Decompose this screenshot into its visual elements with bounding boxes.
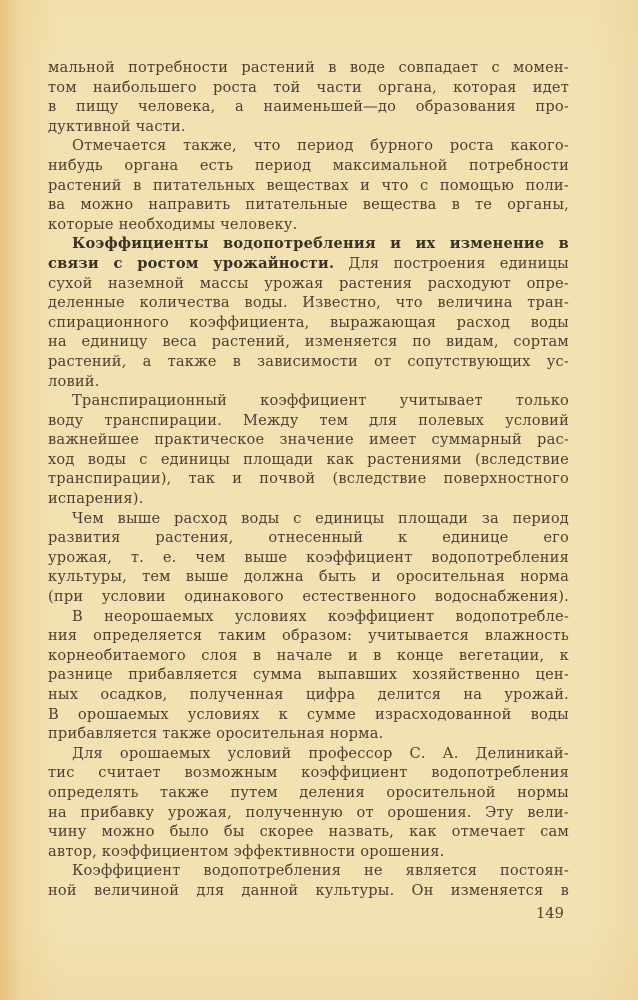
text-line: развития растения, отнесенный к единице его [48,529,569,547]
text-line: дуктивной части. [48,117,186,135]
section-heading-end: связи с ростом урожайности. [48,254,335,272]
paragraph [48,509,569,607]
text-line: (при условии одинакового естественного водоснабжения). [48,588,569,606]
text-line: растений, а также в зависимости от сопутствующих ус- [48,352,569,370]
paragraph [48,607,569,744]
paragraph [48,744,569,862]
text-line: Для орошаемых условий профессор С. А. Делиникай- [72,744,569,762]
text-line: транспирации), так и почвой (вследствие поверхностного [48,470,569,488]
text-line: чину можно было бы скорее назвать, как отмечает сам [48,823,569,841]
text-line: тис считает возможным коэффициент водопотребления [48,764,569,782]
text-line: автор, коэффициентом эффективности орошения. [48,842,445,860]
text-line: важнейшее практическое значение имеет суммарный рас- [48,431,569,449]
text-line: испарения). [48,490,144,508]
text-line: на прибавку урожая, полученную от орошения. Эту вели- [48,803,569,821]
page-body [48,58,569,901]
text-line: определять также путем деления оросительной нормы [48,783,569,801]
text-line: корнеобитаемого слоя в начале и в конце вегетации, к [48,646,569,664]
text-line: культуры, тем выше должна быть и оросительная норма [48,568,569,586]
text-line: спирационного коэффициента, выражающая расход воды [48,313,569,331]
text-line [48,254,569,274]
text-line: сухой наземной массы урожая растения расходуют опре- [48,274,569,292]
text-line: мальной потребности растений в воде совпадает с момен- [48,59,569,76]
text-line: ва можно направить питательные вещества в те органы, [48,196,569,214]
text-line: Отмечается также, что период бурного роста какого- [72,137,569,155]
text-line: ход воды с единицы площади как растениями (вследствие [48,450,569,468]
text-line: на единицу веса растений, изменяется по видам, сортам [48,333,569,351]
text-line: том наибольшего роста той части органа, которая идет [48,78,569,96]
text-run: Для построения единицы [334,254,569,272]
text-line: ных осадков, полученная цифра делится на урожай. [48,686,569,703]
text-line: разнице прибавляется сумма выпавших хозяйственно цен- [48,666,569,684]
text-line: воду транспирации. Между тем для полевых условий [48,411,569,429]
paragraph [48,136,569,234]
text-line: Чем выше расход воды с единицы площади за период [72,509,569,527]
paragraph [48,861,569,900]
text-line: ловий. [48,372,100,390]
text-line: деленные количества воды. Известно, что величина тран- [48,294,569,312]
text-line: растений в питательных веществах и что с помощью поли- [48,176,569,194]
text-line: Транспирационный коэффициент учитывает только [72,392,569,410]
text-line: Коэффициент водопотребления не является постоян- [72,862,569,880]
paragraph [48,234,569,391]
text-line: ния определяется таким образом: учитывается влажность [48,627,569,645]
page-number: 149 [536,905,564,922]
text-line: в пищу человека, а наименьшей—до образования про- [48,98,569,116]
text-line: которые необходимы человеку. [48,215,298,233]
paragraph [48,58,569,136]
text-line: прибавляется также оросительная норма. [48,725,384,743]
paragraph [48,391,569,509]
section-heading: Коэффициенты водопотребления и их изменение в [72,235,569,253]
text-line: урожая, т. е. чем выше коэффициент водопотребления [48,548,569,566]
text-line: ной величиной для данной культуры. Он изменяется в [48,881,569,899]
text-line: нибудь органа есть период максимальной потребности [48,156,569,174]
text-line: В орошаемых условиях к сумме израсходованной воды [48,705,569,723]
text-line: В неорошаемых условиях коэффициент водопотребле- [72,607,569,625]
